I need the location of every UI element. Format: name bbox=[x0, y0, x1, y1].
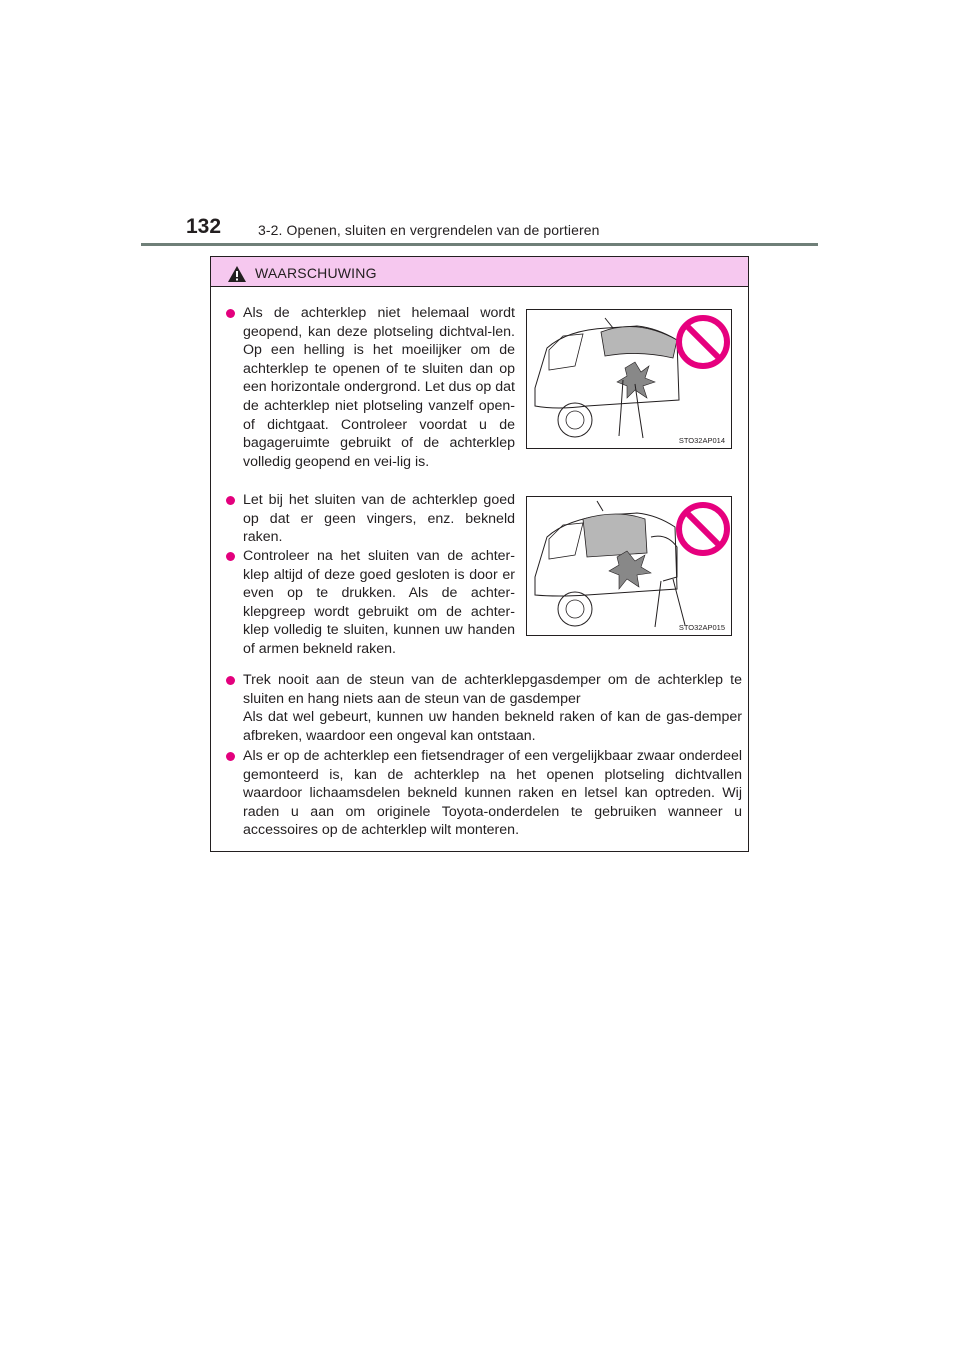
bullet-icon bbox=[226, 552, 235, 561]
warning-triangle-icon bbox=[227, 265, 247, 283]
bullet-icon bbox=[226, 496, 235, 505]
bullet-icon bbox=[226, 309, 235, 318]
warning-item-text: Let bij het sluiten van de achterklep goed op dat er geen vingers, enz. bekneld raken. bbox=[243, 492, 515, 546]
warning-header bbox=[211, 257, 748, 287]
warning-item-text: Trek nooit aan de steun van de achterklepgasdemper om de achterklep te sluiten en hang niets aan de steun van de gasdemper bbox=[243, 672, 742, 707]
illustration-tailgate-slope bbox=[526, 309, 732, 449]
bullet-icon bbox=[226, 752, 235, 761]
section-title: 3-2. Openen, sluiten en vergrendelen van de portieren bbox=[258, 222, 600, 238]
warning-label: WAARSCHUWING bbox=[255, 265, 377, 281]
warning-item-text: Als de achterklep niet helemaal wordt geopend, kan deze plotseling dichtval-len. Op een helling is het moeilijker om de achterklep te openen of te sluiten dan op een horizontale ondergrond. Let dus op dat de achterklep niet plotseling vanzelf open- of dichtgaat. Controleer voordat u de bagageruimte gebruikt of de achterklep volledig geopend en vei-lig is. bbox=[243, 305, 515, 470]
warning-item-text: Als er op de achterklep een fietsendrager of een vergelijkbaar zwaar onderdeel gemonteerd is, kan de achterklep na het openen plotseling dichtvallen waardoor lichaamsdelen bekneld kunnen raken en letsel kan optreden. Wij raden u aan om originele Toyota-onderdelen te gebruiken wanneer u accessoires op de achterklep wilt monteren. bbox=[243, 748, 742, 839]
warning-item-2 bbox=[243, 491, 515, 547]
warning-item-5 bbox=[243, 747, 742, 840]
warning-item-1 bbox=[243, 304, 515, 471]
warning-item-3 bbox=[243, 547, 515, 659]
bullet-icon bbox=[226, 676, 235, 685]
car-tailgate-illustration bbox=[527, 310, 731, 448]
page-number: 132 bbox=[186, 215, 222, 238]
warning-item-text: Controleer na het sluiten van de achter-klep altijd of deze goed gesloten is door er even op te drukken. Als de achter-klepgreep wordt gebruikt om de achter-klep volledig te sluiten, kunnen uw handen of armen bekneld raken. bbox=[243, 548, 515, 657]
illustration-code: STO32AP014 bbox=[678, 436, 725, 445]
illustration-tailgate-closing bbox=[526, 496, 732, 636]
warning-item-4 bbox=[243, 671, 742, 745]
warning-item-text-continued: Als dat wel gebeurt, kunnen uw handen bekneld raken of kan de gas-demper afbreken, waardoor een ongeval kan ontstaan. bbox=[243, 709, 742, 744]
warning-box bbox=[210, 256, 749, 852]
header-divider bbox=[141, 243, 818, 246]
illustration-code: STO32AP015 bbox=[678, 623, 725, 632]
car-tailgate-closing-illustration bbox=[527, 497, 731, 635]
